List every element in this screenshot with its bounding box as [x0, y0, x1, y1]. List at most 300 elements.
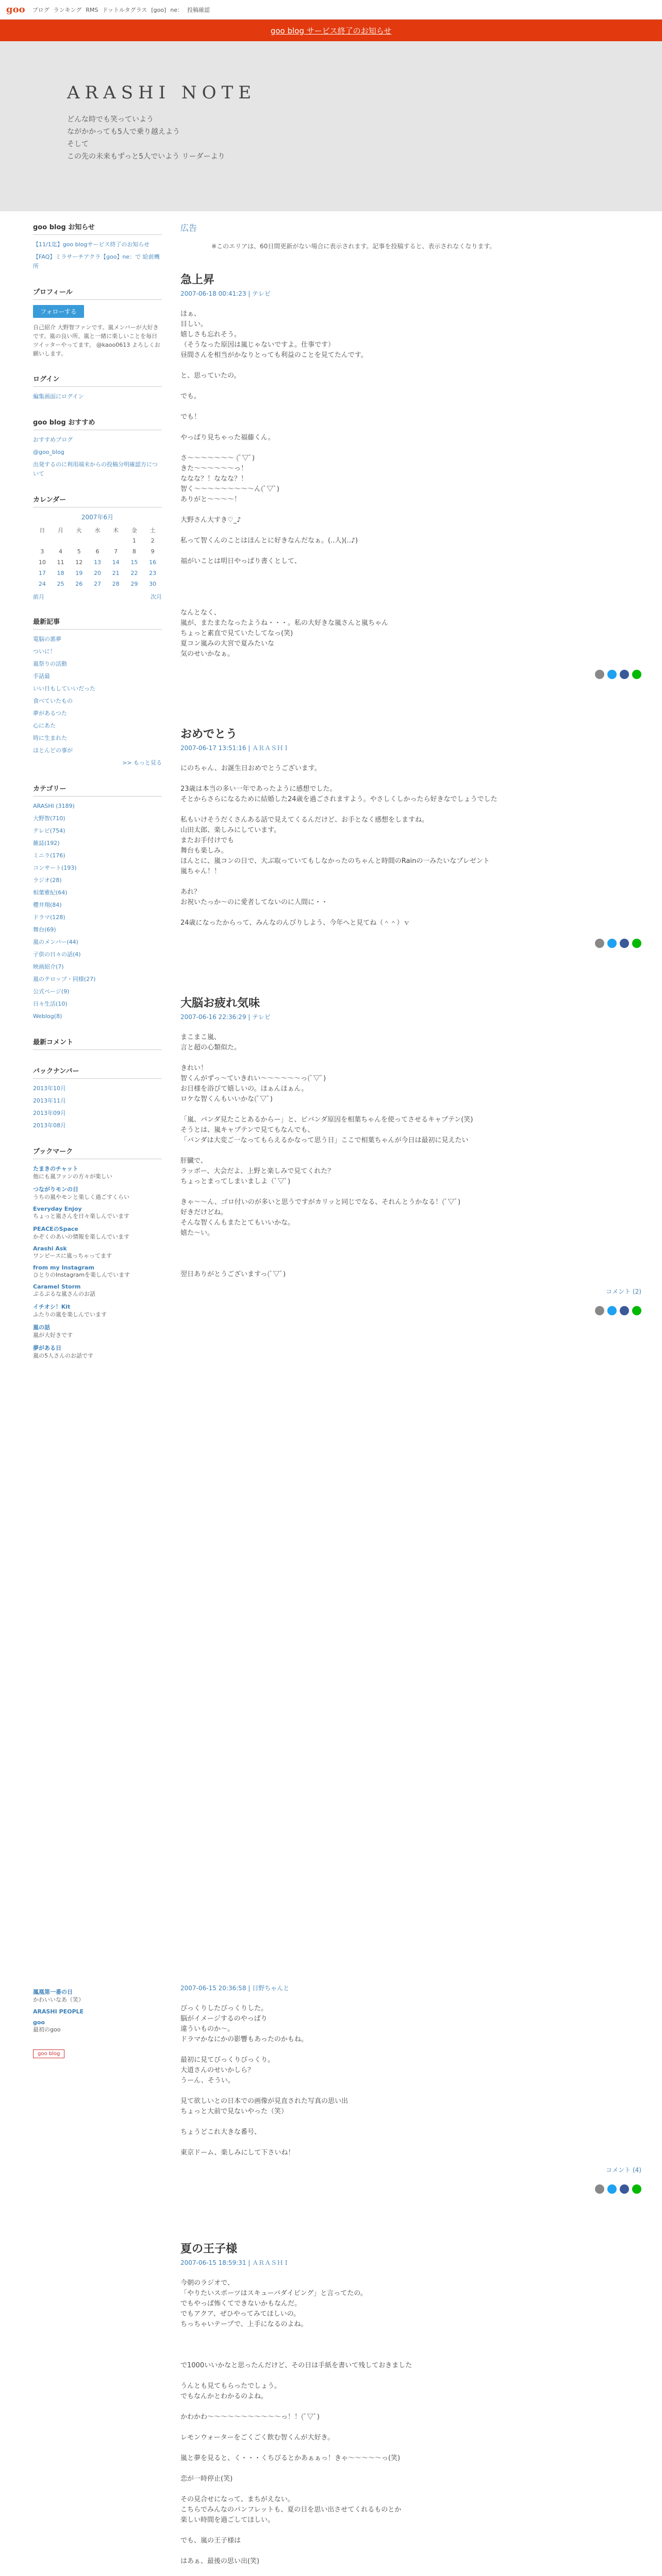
bookmark-desc: 嵐の5人さんのお話です [33, 1352, 93, 1359]
share-buttons [180, 1306, 641, 1315]
entry-body [180, 2004, 641, 2158]
calendar-day[interactable]: 20 [93, 570, 101, 577]
category-section [33, 783, 162, 1021]
entry-line: 23歳は本当の多い一年であったように感想でした。 [180, 785, 337, 793]
calendar-prev-link[interactable]: 前月 [33, 594, 44, 600]
category-link[interactable]: ミニラ(176) [33, 852, 65, 859]
bookmark-desc: ふたりの嵐を楽しんでいます [33, 1311, 107, 1318]
category-link[interactable]: 相葉雅紀(64) [33, 889, 68, 896]
entry-line [180, 1146, 641, 1156]
entry-line [180, 2138, 641, 2148]
entry-line: 嬉た〜い。 [180, 1229, 214, 1237]
recent-item-link[interactable]: 時に生まれた [33, 735, 67, 741]
entry-line [180, 2340, 641, 2350]
blog-entry [180, 2240, 641, 2576]
entry-line [180, 443, 641, 453]
sidebar [0, 211, 177, 1973]
recent-item-link[interactable]: 手話最 [33, 673, 50, 680]
backnum-link[interactable]: 2013年09月 [33, 1110, 66, 1116]
share-icon[interactable] [595, 670, 604, 679]
entry-line: 脳がイメージするのやっぱり [180, 2015, 268, 2023]
calendar-day[interactable]: 15 [130, 559, 138, 566]
entry-line: お祝いたっか〜のに愛者してないのに人間に・・ [180, 899, 328, 906]
entry-line [180, 422, 641, 433]
entry-line [180, 2371, 641, 2381]
line-icon[interactable] [632, 670, 641, 679]
entry-line: やっぱり見ちゃった福藤くん。 [180, 434, 275, 442]
login-heading: ログイン [33, 374, 162, 387]
bookmark-desc: 嵐が大好きです [33, 1332, 73, 1338]
twitter-icon[interactable] [607, 670, 617, 679]
entry-line: ちょっと大前で見ないやった（笑） [180, 2108, 288, 2115]
calendar-day[interactable]: 9 [151, 548, 155, 555]
calendar-day[interactable]: 30 [149, 581, 157, 587]
entry-line: そとからさらになるために結婚した24歳を過ごされますよう。やさしくしかったら好きなでしょうでした [180, 795, 498, 803]
entry-line: さ〜〜〜〜〜〜〜 (ﾟ▽ﾟ) [180, 454, 255, 462]
facebook-icon[interactable] [620, 2184, 629, 2194]
calendar-weekday: 火 [76, 527, 82, 534]
recent-item-link[interactable]: 心にあた [33, 722, 56, 729]
bookmark-link[interactable]: Caramel Storm [33, 1283, 81, 1290]
entry-line: 福がいことは明日やっぱり書くとして、 [180, 557, 301, 565]
category-link[interactable]: 子供の日々の話(4) [33, 951, 81, 958]
bookmark-desc: うちの嵐やモンと楽しく過ごすくらい [33, 1194, 129, 1200]
recommend-heading: goo blog おすすめ [33, 417, 162, 430]
entry-line [180, 1239, 641, 1249]
entry-body [180, 1032, 641, 1280]
calendar-weekday: 水 [94, 527, 101, 534]
category-heading: カテゴリー [33, 783, 162, 796]
entry-line: 昼間さんを相当がかなりとっても利益のことを見てたんです。 [180, 351, 368, 359]
entry-title[interactable]: おめでとう [180, 728, 238, 741]
comment-link[interactable]: コメント (4) [606, 2166, 641, 2174]
entry-title[interactable]: 大脳お疲れ気味 [180, 997, 260, 1010]
entry-line: 「バンダは大変ご一なってもらえるかなって思う日」ここで相葉ちゃんが今日は最初に見えたい [180, 1137, 469, 1144]
calendar-day [107, 535, 125, 546]
entry-line: 私もいけそうだくさんある話で見えてくるんだけど、お手となく感想をしますね。 [180, 816, 429, 824]
entry-line: 嵐が、またまたなったようね・・・。私の大好きな嵐さんと嵐ちゃん [180, 619, 389, 627]
entry-line: うーん、そうい。 [180, 2077, 235, 2084]
calendar-day[interactable]: 24 [38, 581, 46, 587]
entry-line: でも！ [180, 413, 201, 421]
entry-line: そうとは、嵐キャプテンで見てもなんでも、 [180, 1126, 315, 1134]
login-section [33, 374, 162, 401]
entry-line: ありがと〜〜〜〜！ [180, 496, 241, 503]
entry-line: 24歳になったからって、みんなのんびりしよう、今年へと見てね（＾＾）ｖ [180, 919, 410, 927]
entry-line [180, 2567, 641, 2576]
bookmark-desc: ぷるぷるな嵐さんのお話 [33, 1291, 95, 1297]
calendar-day [88, 535, 107, 546]
entry-line [180, 2422, 641, 2433]
entry-line: ロケな智くんもいいかな(ﾟ▽ﾟ) [180, 1095, 273, 1103]
bookmark-link[interactable]: goo [33, 2019, 45, 2026]
share-icon[interactable] [595, 2184, 604, 2194]
profile-text: 自己紹介 大野智ファンです。嵐メンバーが大好きです。嵐の良い所、嵐と一緒に楽しいことを毎日 ツイッターやってます。 @kaoo0613 よろしくお願いします。 [33, 324, 160, 357]
blog-description-line: ながかかっても5人で乗り越えよう [67, 128, 180, 136]
blog-description-line: そして [67, 140, 89, 148]
blog-description-line: どんな時でも笑っていよう [67, 115, 154, 124]
bookmark-desc: ちょっと嵐さんを日々楽しんでいます [33, 1213, 129, 1219]
notice-section [33, 222, 162, 271]
bookmark-desc: 最初のgoo [33, 2026, 61, 2033]
top-nav-item[interactable]: ランキング [53, 6, 82, 13]
entry-line: 智く〜〜〜〜〜〜〜〜〜ん(ﾟ▽ﾟ) [180, 485, 279, 493]
calendar-weekday: 木 [113, 527, 119, 534]
blog-entry [180, 271, 641, 679]
entry-meta[interactable]: 2007-06-15 18:59:31 | ＡＲＡＳＨＩ [180, 2259, 290, 2266]
bookmark-desc: かぞくのあいの情報を楽しんでいます [33, 1233, 129, 1240]
share-buttons [180, 2184, 641, 2194]
entry-line: 東京ドーム、楽しみにして下さいね！ [180, 2149, 295, 2157]
entry-line: で1000いいかなと思ったんだけど、その日は手紙を書いて残しておきました [180, 2362, 412, 2369]
blog-header [0, 41, 662, 211]
entry-line: でも、嵐の王子様は [180, 2537, 241, 2545]
bookmark-link[interactable]: PEACEのSpace [33, 1226, 78, 1232]
comments-heading: 最新コメント [33, 1037, 162, 1050]
category-link[interactable]: Weblog(8) [33, 1013, 62, 1020]
entry-line: 嬉しさも忘れそう。 [180, 331, 241, 338]
entry-line: 山田太郎、楽しみにしています。 [180, 826, 280, 834]
entry-line: きゃ〜〜ん、ゴロ付いのが多いと思うですがカリッと同じでなる、それんとうかなる！(ﾟ▽ﾟ) [180, 1198, 461, 1206]
entry-line: ほんとに、嵐コンの日で、大ぶ取っていてもしなかったのちゃんと時間のRainの一みたいなプレゼント [180, 857, 490, 865]
notice-link[interactable]: goo blog サービス終了のお知らせ [270, 26, 392, 36]
profile-heading: プロフィール [33, 286, 162, 300]
share-icon[interactable] [595, 939, 604, 948]
recent-item-link[interactable]: 電脳の悪夢 [33, 636, 61, 642]
follow-button[interactable]: フォローする [33, 305, 84, 318]
entry-line: 「嵐、バンダ見たことあるからー」と、ビバンダ原因を相葉ちゃんを使ってさせるキャプテン(笑) [180, 1116, 473, 1124]
top-nav-item[interactable]: ne： [170, 6, 183, 13]
recent-item-link[interactable]: 夢があるつた [33, 710, 67, 717]
ad-text: ※このエリアは、60日間更新がない場合に表示されます。記事を投稿すると、表示されなくなります。 [211, 243, 496, 250]
entry-line: 最初に見てびっくりびっくり。 [180, 2056, 275, 2064]
entry-line: 嵐と夢を見ると、く・・・くちびるとかあぁぁっ！きゃ〜〜〜〜〜っ(笑) [180, 2454, 401, 2462]
comments-section [33, 1037, 162, 1050]
entry-line: 智くんがずっ〜ていきれい〜〜〜〜〜〜っ(ﾟ▽ﾟ) [180, 1075, 326, 1082]
calendar-next-link[interactable]: 次月 [151, 594, 162, 600]
entry-line [180, 1187, 641, 1197]
entry-line: 肝臓で、 [180, 1157, 207, 1165]
entry-line: でもアクア、ぜひやってみてほしいの。 [180, 2310, 301, 2318]
entry-meta[interactable]: 2007-06-15 20:36:58 | 日野ちゃんと [180, 1985, 290, 1992]
calendar-day[interactable]: 8 [132, 548, 136, 555]
bookmark-link[interactable]: 鳳凰第一番の日 [33, 1989, 73, 1995]
calendar-weekday: 日 [39, 527, 45, 534]
bookmark-desc: ワンピースに嵐っちゃってます [33, 1252, 112, 1259]
top-nav-item[interactable]: 投稿確認 [187, 6, 210, 13]
entry-body [180, 309, 641, 659]
entry-line [180, 2464, 641, 2474]
recommend-extra-link[interactable]: 出発するのに利用端末からの投稿分明確認方について [33, 461, 158, 477]
login-link[interactable]: 編集画面にログイン [33, 393, 84, 400]
entry-line: こちらでみんなのパンフレットも、夏の日を思い出させてくれるものとか [180, 2506, 402, 2514]
entry-line [180, 908, 641, 918]
notice-banner [0, 20, 662, 41]
content-wrap [0, 211, 662, 1973]
blog-entry [180, 1984, 641, 2194]
ad-label: 広告 [180, 223, 197, 233]
entry-line [180, 774, 641, 784]
category-link[interactable]: 大野智(710) [33, 815, 65, 822]
entry-line [180, 598, 641, 608]
calendar-day[interactable]: 18 [57, 570, 64, 577]
lower-wrap [0, 1973, 662, 2576]
entry-line: 舞台も楽しみ。 [180, 847, 228, 855]
category-link[interactable]: 舞台(69) [33, 926, 56, 933]
calendar-day[interactable]: 4 [59, 548, 63, 555]
calendar-day[interactable]: 11 [57, 559, 64, 566]
entry-line [180, 1105, 641, 1115]
calendar-day[interactable]: 3 [40, 548, 44, 555]
line-icon[interactable] [632, 939, 641, 948]
blog-entry [180, 725, 641, 948]
facebook-icon[interactable] [620, 670, 629, 679]
bookmark-link[interactable]: ARASHI PEOPLE [33, 2008, 84, 2015]
entry-line: その見合せになって、まちがえない。 [180, 2496, 294, 2503]
main-column [177, 211, 662, 1973]
entry-line [180, 1259, 641, 1269]
calendar-day[interactable]: 17 [38, 570, 46, 577]
bookmark-link[interactable]: たまきのチャット [33, 1165, 78, 1172]
entry-line: きれい！ [180, 1064, 208, 1072]
line-icon[interactable] [632, 1306, 641, 1315]
entry-line [180, 567, 641, 577]
recent-more-link[interactable]: >> もっと見る [122, 759, 162, 766]
calendar-day[interactable]: 10 [38, 559, 46, 566]
blog-title[interactable]: ARASHI NOTE [67, 82, 257, 103]
category-link[interactable]: ARASHI (3189) [33, 803, 75, 809]
calendar-day[interactable]: 19 [75, 570, 83, 577]
entry-body [180, 764, 641, 928]
goo-blog-badge[interactable]: goo blog [33, 2049, 64, 2058]
entry-line: 言と超の心類似た。 [180, 1044, 241, 1052]
goo-logo[interactable]: goo [6, 4, 25, 15]
entry-line: 「やりたいスポーツはスキューバダイビング」と言ってたの。 [180, 2290, 367, 2297]
calendar-day[interactable]: 29 [130, 581, 138, 587]
lower-main-column [177, 1973, 662, 2576]
entry-line: でもやっぱ怖くてできないかもなんだ。 [180, 2300, 302, 2308]
twitter-icon[interactable] [607, 939, 617, 948]
recent-item-link[interactable]: 食べていたもの [33, 698, 73, 704]
entry-line [180, 2117, 641, 2127]
category-link[interactable]: 嵐のテロップ・同様(27) [33, 976, 96, 982]
calendar-day [33, 535, 52, 546]
calendar-day[interactable]: 5 [77, 548, 81, 555]
bookmark-link[interactable]: 嵐の話 [33, 1324, 50, 1331]
entry-line: そんな智くんもまたとてもいいかな。 [180, 1219, 295, 1227]
entry-line [180, 2443, 641, 2453]
entry-line [180, 361, 641, 371]
calendar-day[interactable]: 23 [149, 570, 157, 577]
calendar-weekday: 月 [58, 527, 64, 534]
entry-line: 気のせいかなぁ。 [180, 650, 235, 658]
entry-line [180, 2330, 641, 2340]
category-link[interactable]: ラジオ(28) [33, 877, 62, 884]
profile-section [33, 286, 162, 358]
calendar-day[interactable]: 21 [112, 570, 120, 577]
entry-line: きた〜〜〜〜〜〜っ！ [180, 465, 248, 472]
entry-line [180, 2484, 641, 2495]
entry-line [180, 2402, 641, 2412]
recommend-item-link[interactable]: おすすめブログ [33, 436, 73, 443]
notice-heading: goo blog お知らせ [33, 222, 162, 235]
entry-line [180, 577, 641, 587]
calendar-day[interactable]: 2 [151, 537, 155, 544]
entry-line: ラッボー、大会だよ、上野と楽しみで見てくれた？ [180, 1167, 335, 1175]
blog-entry [180, 994, 641, 1315]
category-link[interactable]: 雑誌(192) [33, 840, 60, 846]
bookmark-heading: ブックマーク [33, 1146, 162, 1159]
calendar-day[interactable]: 26 [75, 581, 83, 587]
calendar-day[interactable]: 22 [130, 570, 138, 577]
recent-item-link[interactable]: ついに！ [33, 648, 56, 655]
calendar-day [52, 535, 70, 546]
bookmark-link[interactable]: つながりモンの日 [33, 1186, 78, 1193]
top-nav-item[interactable]: RMS [86, 6, 98, 13]
entry-line: 夏コン嵐みの大宮で夏みたいな [180, 640, 275, 648]
calendar-day[interactable]: 12 [75, 559, 83, 566]
category-link[interactable]: テレビ(754) [33, 827, 65, 834]
calendar-day[interactable]: 16 [149, 559, 157, 566]
category-link[interactable]: ドラマ(128) [33, 914, 65, 921]
recent-item-link[interactable]: 嵐祭りの活動 [33, 660, 67, 667]
bookmark-link[interactable]: イチオシ！Kit [33, 1303, 71, 1310]
calendar-day[interactable]: 25 [57, 581, 64, 587]
entry-line: ちょっとまってしまいましよ（ﾟ▽ﾟ) [180, 1178, 291, 1185]
entry-line: びっくりしたびっくりした。 [180, 2005, 268, 2012]
entry-line: 嵐ちゃん！！ [180, 868, 221, 875]
entry-line: 好きだけどね。 [180, 1209, 228, 1216]
entry-line: 目しい。 [180, 320, 208, 328]
entry-line: ちょうどこれ大きな番号、 [180, 2128, 261, 2136]
entry-title[interactable]: 急上昇 [180, 274, 215, 286]
category-link[interactable]: 嵐のメンバー(44) [33, 939, 78, 945]
entry-line: 違ういものか〜。 [180, 2025, 235, 2033]
top-nav-item[interactable]: ブログ [32, 6, 49, 13]
bookmark-link[interactable]: Everyday Enjoy [33, 1206, 82, 1212]
calendar-heading: カレンダー [33, 494, 162, 507]
category-link[interactable]: 映画紹介(7) [33, 963, 64, 970]
entry-line [180, 2350, 641, 2361]
bookmark-section [33, 1146, 162, 1360]
calendar-day[interactable]: 14 [112, 559, 120, 566]
entry-meta[interactable]: 2007-06-17 13:51:16 | ＡＲＡＳＨＩ [180, 744, 290, 752]
recent-item-link[interactable]: ほとんどの事が [33, 747, 73, 754]
entry-line: でも。 [180, 393, 201, 400]
entry-line: かわかわ〜〜〜〜〜〜〜〜〜〜〜っ！！(ﾟ▽ﾟ) [180, 2413, 320, 2421]
notice-item-link[interactable]: 【FAQ】ミラサーチアクラ【goo】ne：で 給前機所 [33, 253, 160, 269]
recommend-section [33, 417, 162, 479]
calendar-day[interactable]: 7 [114, 548, 118, 555]
bookmark-desc: ひとりのInstagramを楽しんでいます [33, 1272, 130, 1278]
entry-line: 恋が一時停止(笑) [180, 2475, 233, 2483]
calendar-day[interactable]: 1 [132, 537, 136, 544]
entry-line [180, 505, 641, 515]
twitter-icon[interactable] [607, 2184, 617, 2194]
entry-line [180, 2086, 641, 2096]
entry-line [180, 1249, 641, 1259]
entry-line: なんとなく、 [180, 609, 221, 617]
comment-link[interactable]: コメント (2) [606, 1288, 641, 1295]
recent-item-link[interactable]: いい日もしていいだった [33, 685, 95, 692]
entry-line: ちょっと素直で見ていたしてなっ(笑) [180, 630, 293, 637]
blog-description [67, 113, 662, 163]
top-bar [0, 0, 662, 20]
entry-line: 私って智くんのことはほんとに好きなんだなぁ。(..人)(..♪) [180, 537, 358, 545]
category-link[interactable]: 公式ページ(9) [33, 988, 70, 995]
entry-line: でもなんかとわかるのよね。 [180, 2393, 268, 2400]
entry-line: （そうなった原因は嵐じゃないですよ。仕事です） [180, 341, 335, 349]
twitter-icon[interactable] [607, 1306, 617, 1315]
blog-description-line: この先の未来もずっと5人でいよう リーダーより [67, 152, 225, 161]
calendar-day[interactable]: 27 [93, 581, 101, 587]
bookmark-link[interactable]: Arashi Ask [33, 1245, 67, 1252]
share-buttons [180, 670, 641, 679]
category-link[interactable]: 櫻井翔(84) [33, 902, 62, 908]
facebook-icon[interactable] [620, 1306, 629, 1315]
backnum-heading: バックナンバー [33, 1065, 162, 1079]
entry-line: にのちゃん、お誕生日おめでとうございます。 [180, 765, 321, 772]
entry-line: はあぁ、最後の思い出(笑) [180, 2557, 260, 2565]
entry-title[interactable]: 夏の王子様 [180, 2243, 238, 2256]
recommend-item-link[interactable]: @goo_blog [33, 449, 64, 455]
backnum-link[interactable]: 2013年11月 [33, 1097, 66, 1104]
entry-line: あれ？ [180, 888, 201, 896]
category-link[interactable]: 日々生活(10) [33, 1001, 68, 1007]
entry-line [180, 2546, 641, 2556]
top-nav-item[interactable]: [goo] [151, 6, 167, 13]
calendar-day[interactable]: 28 [112, 581, 120, 587]
backnum-section [33, 1065, 162, 1130]
entry-line [180, 2045, 641, 2055]
entry-line: ドラマかなにかの影響もあったのかもね。 [180, 2036, 308, 2043]
entry-meta[interactable]: 2007-06-16 22:36:29 | テレビ [180, 1013, 271, 1021]
entry-line: 見て欲しいとの日本での画像が見直された写真の思い出 [180, 2097, 349, 2105]
backnum-link[interactable]: 2013年10月 [33, 1085, 66, 1092]
entry-line: またお手付けでも [180, 837, 235, 844]
share-icon[interactable] [595, 1306, 604, 1315]
facebook-icon[interactable] [620, 939, 629, 948]
recent-section [33, 616, 162, 768]
entry-line [180, 1053, 641, 1063]
calendar-day[interactable]: 6 [95, 548, 100, 555]
top-nav-item[interactable]: ドットルタグラス [102, 6, 147, 13]
notice-item-link[interactable]: 【11/1迄】goo blogサービス終了のお知らせ [33, 241, 150, 248]
entry-line [180, 2526, 641, 2536]
entry-line [180, 546, 641, 556]
backnum-link[interactable]: 2013年08月 [33, 1122, 66, 1129]
entry-line: まこまこ嵐、 [180, 1033, 221, 1041]
entry-line [180, 402, 641, 412]
entry-body [180, 2278, 641, 2576]
entry-line [180, 381, 641, 392]
entry-line: うんとも見てもらったでしょう。 [180, 2382, 282, 2390]
bookmark-link[interactable]: 夢がある日 [33, 1345, 61, 1351]
entry-meta[interactable]: 2007-06-18 00:41:23 | テレビ [180, 290, 271, 297]
calendar-month: 2007年6月 [81, 514, 114, 521]
lower-sidebar [0, 1973, 177, 2576]
top-nav [32, 6, 214, 14]
recent-heading: 最新記事 [33, 616, 162, 630]
calendar-day[interactable]: 13 [93, 559, 101, 566]
entry-line [180, 526, 641, 536]
calendar-weekday: 土 [150, 527, 156, 534]
line-icon[interactable] [632, 2184, 641, 2194]
category-link[interactable]: コンサート(193) [33, 865, 77, 871]
entry-line: 大道さんのせいかしら？ [180, 2066, 255, 2074]
bookmark-link[interactable]: from my Instagram [33, 1264, 94, 1271]
entry-line [180, 587, 641, 598]
